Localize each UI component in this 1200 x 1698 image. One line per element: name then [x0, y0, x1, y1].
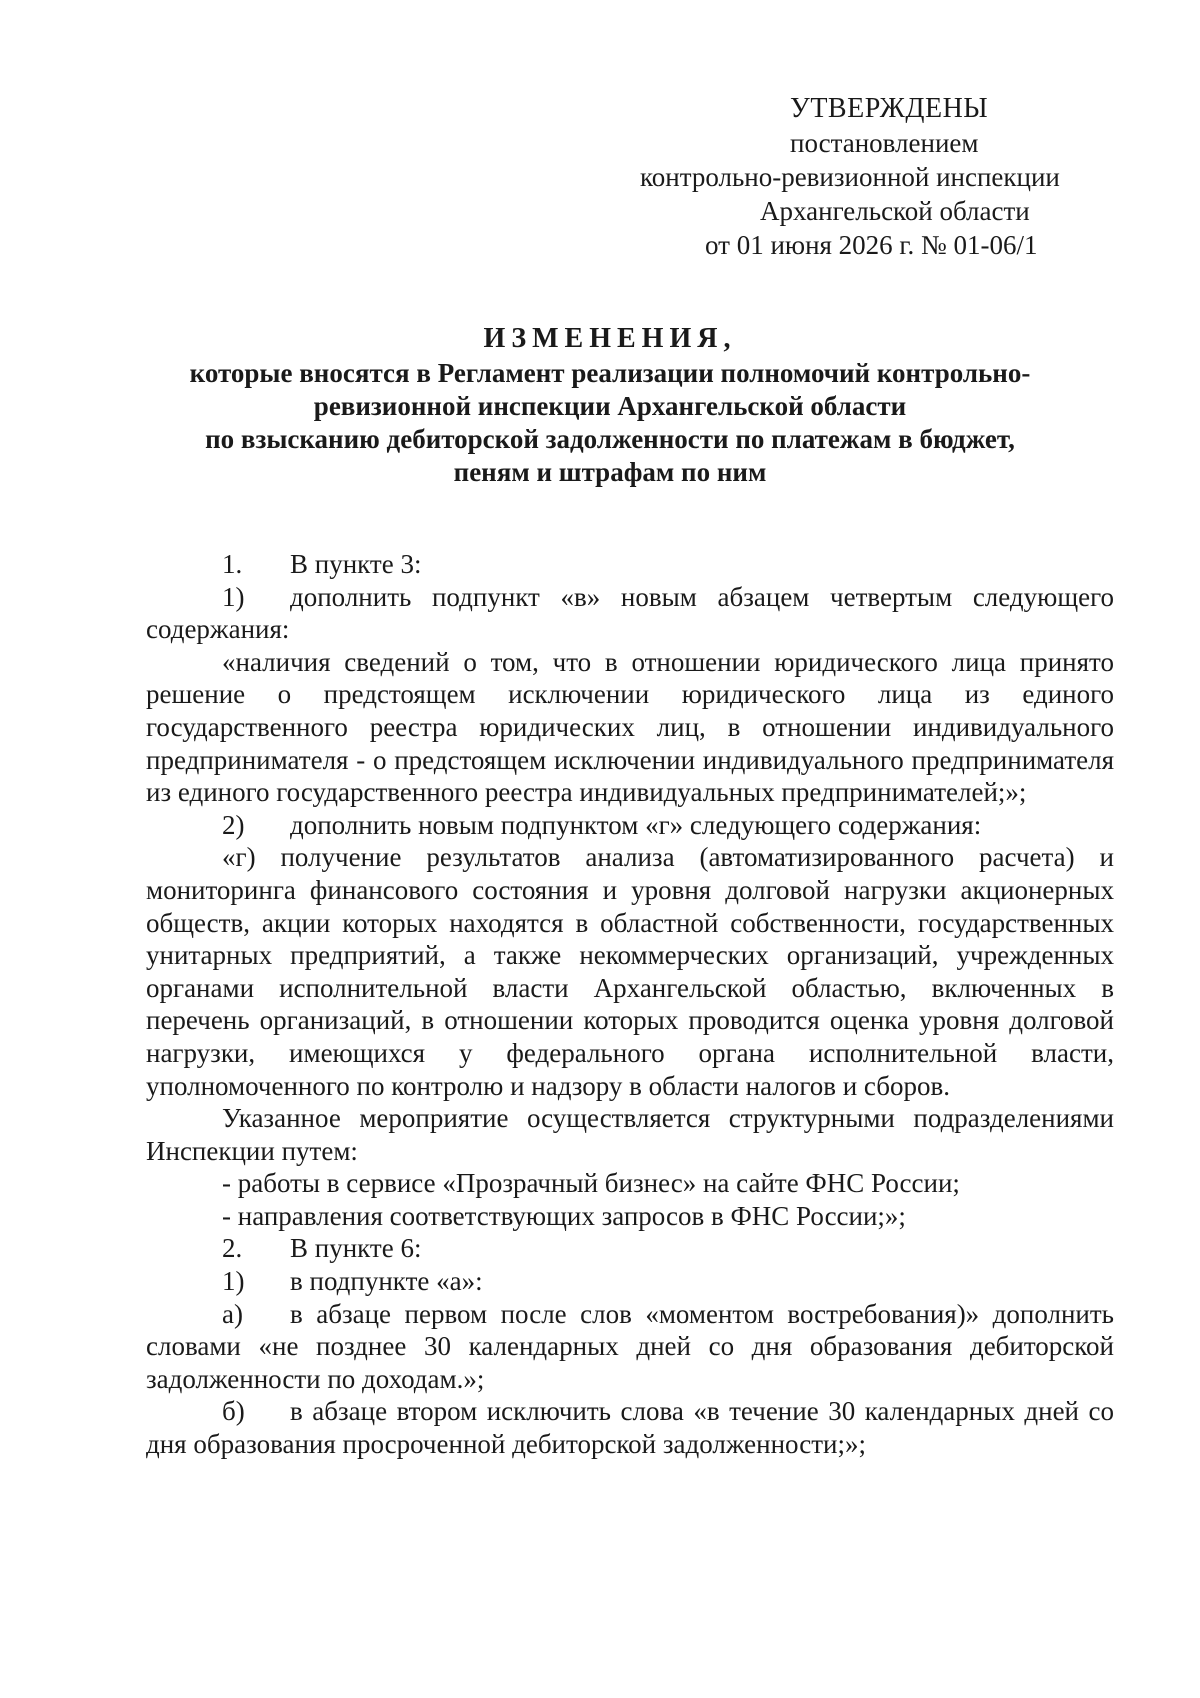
- document-title: [130, 322, 1090, 489]
- approval-heading: УТВЕРЖДЕНЫ: [790, 93, 989, 124]
- subclause-2-1-a: [146, 1298, 1114, 1396]
- quoted-paragraph: «г) получение результатов анализа (автоматизированного расчета) и мониторинга финансового состояния и уровня долговой нагрузки акционерных обществ, акции которых находятся в областной собственности, государственных унитарных предприятий, а также некоммерческих организаций, учрежденных органами исполнительной власти Архангельской областью, включенных в перечень организаций, в отношении которых проводится оценка уровня долговой нагрузки, имеющихся у федерального органа исполнительной власти, уполномоченного по контролю и надзору в области налогов и сборов.: [146, 842, 1114, 1101]
- clause-number: 1.: [222, 549, 243, 579]
- title-line: которые вносятся в Регламент реализации полномочий контрольно-: [189, 358, 1031, 388]
- approval-line: контрольно-ревизионной инспекции: [640, 162, 1060, 192]
- clause-text: в абзаце втором исключить слова «в течение 30 календарных дней со дня образования просроченной дебиторской задолженности;»;: [146, 1396, 1114, 1460]
- clause-text: В пункте 3:: [290, 549, 422, 579]
- paragraph: Указанное мероприятие осуществляется структурными подразделениями Инспекции путем:: [146, 1103, 1114, 1166]
- approval-line: постановлением: [790, 128, 979, 158]
- clause-number: б): [222, 1396, 245, 1427]
- clause-text: В пункте 6:: [290, 1233, 422, 1264]
- subclause-1-2: [146, 809, 1114, 842]
- clause-number: 1): [222, 581, 245, 612]
- approval-date-number: от 01 июня 2026 г. № 01-06/1: [705, 230, 1038, 260]
- subclause-1-1: [146, 581, 1114, 646]
- clause-number: 2.: [222, 1233, 243, 1264]
- clause-1: [146, 548, 1114, 581]
- clause-text: в подпункте «а»:: [290, 1266, 483, 1297]
- approval-line: Архангельской области: [760, 196, 1030, 226]
- clause-2: [146, 1232, 1114, 1265]
- title-heading: ИЗМЕНЕНИЯ,: [483, 323, 737, 354]
- subclause-2-1-b: [146, 1395, 1114, 1460]
- clause-number: а): [222, 1298, 243, 1329]
- quoted-paragraph: «наличия сведений о том, что в отношении юридического лица принято решение о предстоящем исключении юридического лица из единого государственного реестра юридических лиц, в отношении индивидуального предпринимателя - о предстоящем исключении индивидуального предпринимателя из единого государственного реестра индивидуальных предпринимателей;»;: [146, 646, 1114, 808]
- dash-list-item: - работы в сервисе «Прозрачный бизнес» на сайте ФНС России;: [222, 1168, 960, 1199]
- approval-stamp-block: [560, 92, 1120, 262]
- subclause-2-1: [146, 1265, 1114, 1298]
- title-line: пеням и штрафам по ним: [453, 457, 767, 487]
- clause-text: в абзаце первом после слов «моментом востребования)» дополнить словами «не позднее 30 календарных дней со дня образования дебиторской задолженности по доходам.»;: [146, 1298, 1114, 1394]
- dash-list-item: - направления соответствующих запросов в ФНС России;»;: [222, 1200, 906, 1231]
- clause-text: дополнить подпункт «в» новым абзацем четвертым следующего содержания:: [146, 581, 1114, 645]
- title-line: ревизионной инспекции Архангельской области: [313, 391, 907, 421]
- clause-text: дополнить новым подпунктом «г» следующего содержания:: [290, 809, 982, 840]
- title-line: по взысканию дебиторской задолженности по платежам в бюджет,: [205, 424, 1015, 454]
- clause-number: 1): [222, 1266, 245, 1297]
- document-body: [146, 548, 1114, 1461]
- clause-number: 2): [222, 809, 245, 840]
